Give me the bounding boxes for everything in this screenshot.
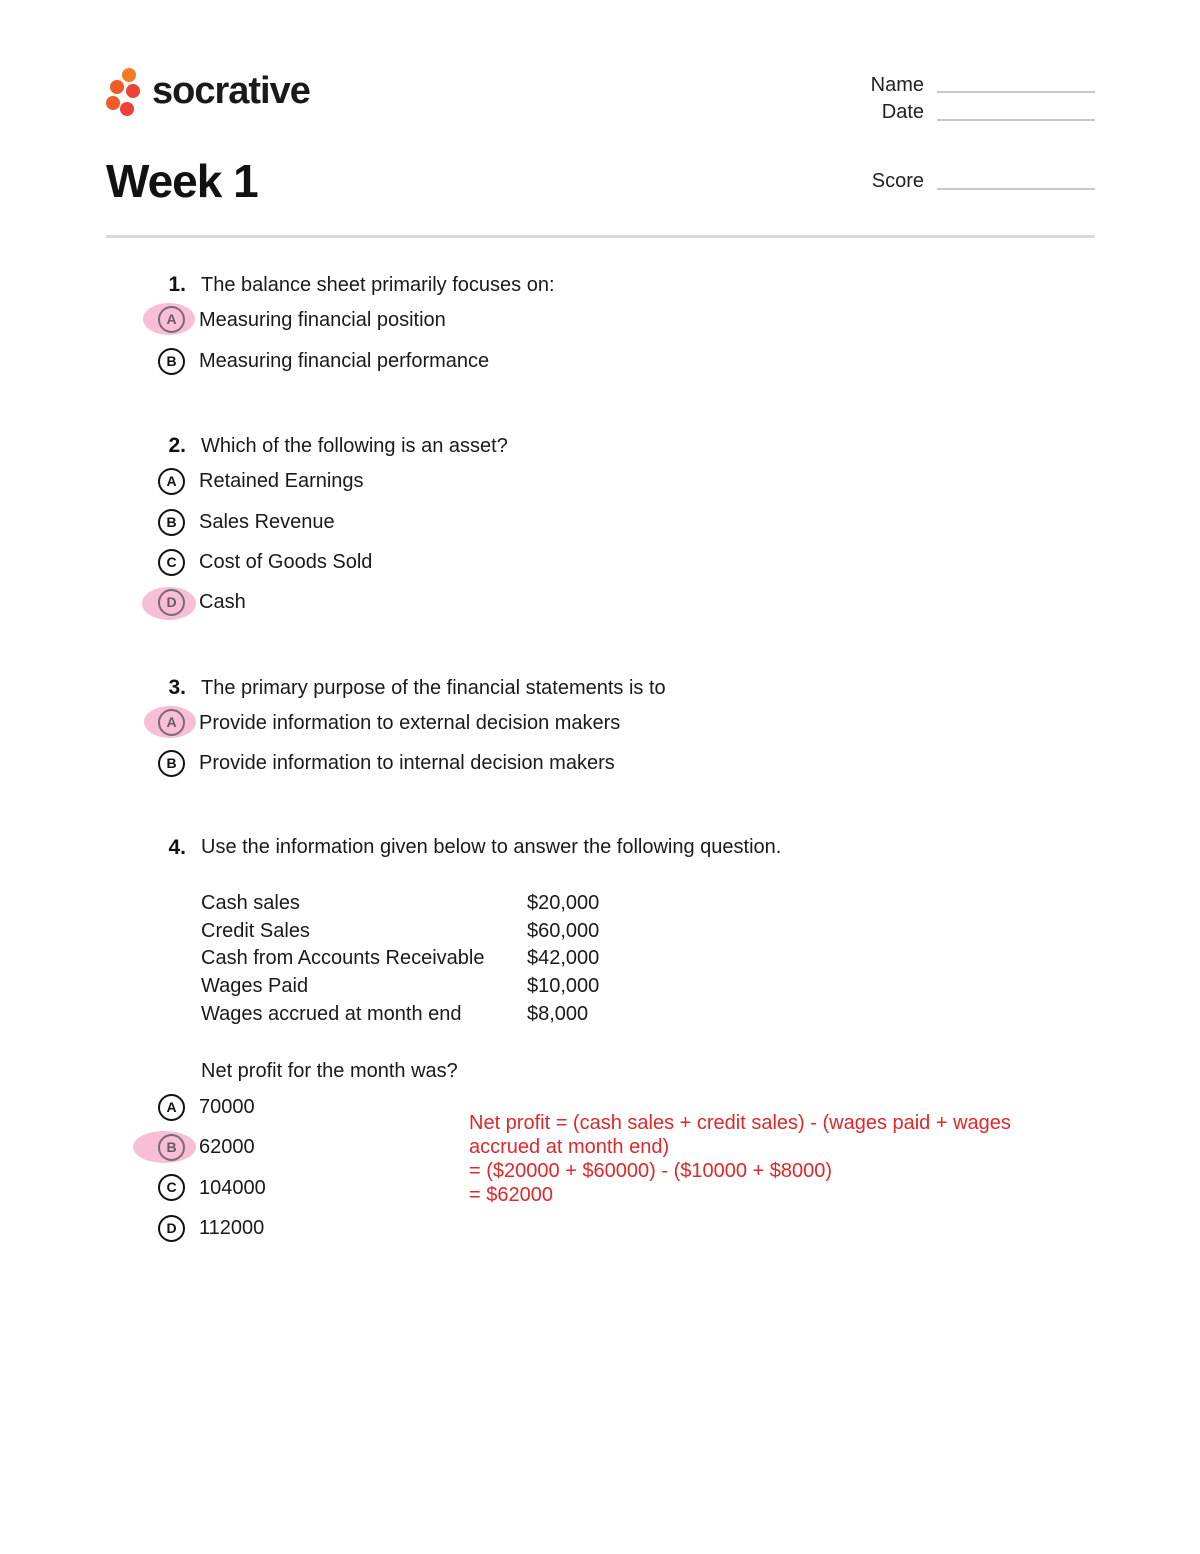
info-value: $20,000 <box>527 892 600 914</box>
info-value: $8,000 <box>527 1003 589 1025</box>
date-label: Date <box>881 101 924 123</box>
annotation-note <box>469 1111 1011 1207</box>
option-text: 112000 <box>199 1217 265 1239</box>
question-text: Which of the following is an asset? <box>201 435 508 457</box>
info-label: Cash sales <box>201 892 300 914</box>
brand-name: socrative <box>152 70 310 112</box>
sub-question-text: Net profit for the month was? <box>201 1060 458 1082</box>
option-a-bubble[interactable]: A <box>158 306 185 333</box>
info-label: Credit Sales <box>201 920 310 942</box>
option-text: Measuring financial position <box>199 309 446 331</box>
logo-dot <box>120 102 134 116</box>
logo-dot <box>122 68 136 82</box>
option-c-bubble[interactable]: C <box>158 549 185 576</box>
option-text: 62000 <box>199 1136 255 1158</box>
info-value: $42,000 <box>527 947 600 969</box>
name-field[interactable] <box>937 91 1095 93</box>
logo-dot <box>126 84 140 98</box>
question-number: 2. <box>168 434 186 457</box>
annotation-line: Net profit = (cash sales + credit sales) - (wages paid + wages <box>469 1112 1011 1134</box>
option-b-bubble[interactable]: B <box>158 348 185 375</box>
option-d-bubble[interactable]: D <box>158 589 185 616</box>
option-a-bubble[interactable]: A <box>158 709 185 736</box>
divider <box>106 235 1095 238</box>
score-field[interactable] <box>937 188 1095 190</box>
logo-dot <box>106 96 120 110</box>
option-text: Cost of Goods Sold <box>199 551 373 573</box>
logo-dot <box>110 80 124 94</box>
question-number: 3. <box>168 676 186 699</box>
option-d-bubble[interactable]: D <box>158 1215 185 1242</box>
option-text: Provide information to internal decision makers <box>199 752 615 774</box>
info-label: Cash from Accounts Receivable <box>201 947 485 969</box>
question-text: The balance sheet primarily focuses on: <box>201 274 555 296</box>
option-a-bubble[interactable]: A <box>158 468 185 495</box>
question-text: Use the information given below to answer the following question. <box>201 836 782 858</box>
option-c-bubble[interactable]: C <box>158 1174 185 1201</box>
info-label: Wages Paid <box>201 975 309 997</box>
annotation-line: accrued at month end) <box>469 1136 670 1158</box>
question-number: 4. <box>168 836 186 859</box>
option-b-bubble[interactable]: B <box>158 750 185 777</box>
option-text: 104000 <box>199 1177 266 1199</box>
option-a-bubble[interactable]: A <box>158 1094 185 1121</box>
question-number: 1. <box>168 273 186 296</box>
option-text: 70000 <box>199 1096 255 1118</box>
option-text: Measuring financial performance <box>199 350 490 372</box>
option-b-bubble[interactable]: B <box>158 1134 185 1161</box>
option-text: Sales Revenue <box>199 511 335 533</box>
option-text: Cash <box>199 591 246 613</box>
annotation-line: = ($20000 + $60000) - ($10000 + $8000) <box>469 1160 833 1182</box>
option-b-bubble[interactable]: B <box>158 509 185 536</box>
score-label: Score <box>871 170 924 192</box>
option-text: Provide information to external decision makers <box>199 712 621 734</box>
info-label: Wages accrued at month end <box>201 1003 462 1025</box>
annotation-line: = $62000 <box>469 1184 553 1206</box>
page-title: Week 1 <box>106 155 258 207</box>
socrative-logo <box>104 68 334 118</box>
name-label: Name <box>870 74 924 96</box>
option-text: Retained Earnings <box>199 470 364 492</box>
question-text: The primary purpose of the financial statements is to <box>201 677 666 699</box>
date-field[interactable] <box>937 119 1095 121</box>
info-value: $60,000 <box>527 920 600 942</box>
info-value: $10,000 <box>527 975 600 997</box>
